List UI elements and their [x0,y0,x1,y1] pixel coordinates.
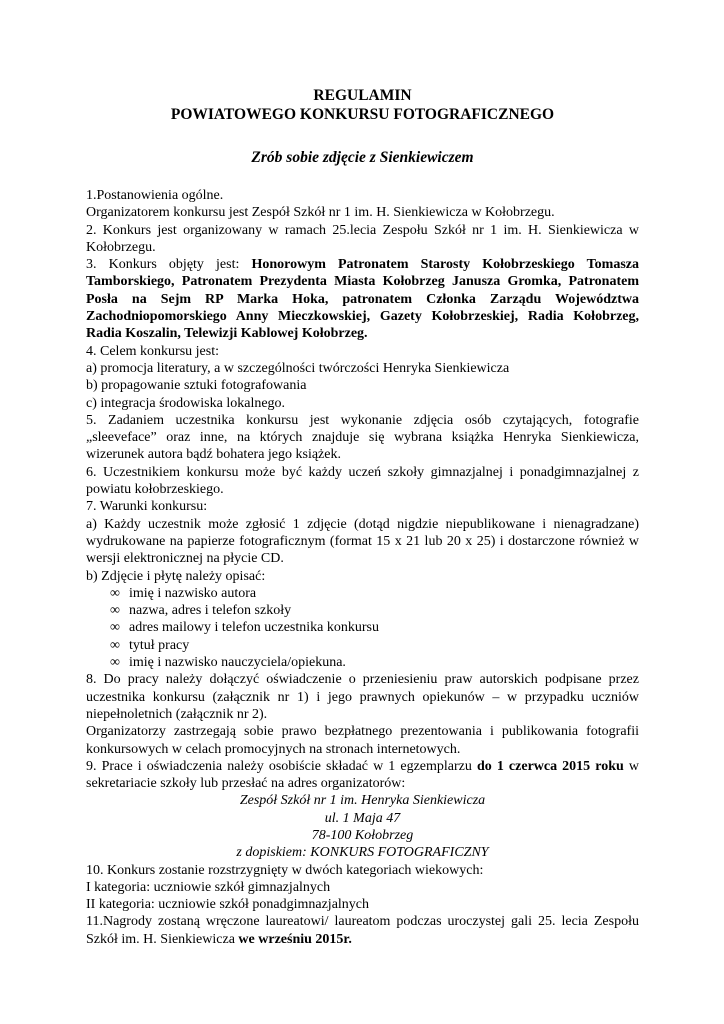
list-item [110,585,639,602]
bullet-icon: ∞ [110,655,120,671]
description-list [86,585,639,671]
section-11-date: we wrześniu 2015r. [238,931,352,947]
address-line-3: 78-100 Kołobrzeg [311,827,414,843]
list-item-text: imię i nazwisko autora [129,585,257,601]
document-page [86,86,639,948]
section-11-text [86,913,639,948]
section-9-prefix: 9. Prace i oświadczenia należy osobiście składać w 1 egzemplarzu [86,758,477,774]
title-line-1: REGULAMIN [313,87,412,104]
section-1-text: Organizatorem konkursu jest Zespół Szkół nr 1 im. H. Sienkiewicza w Kołobrzegu. [86,205,555,221]
list-item [110,619,639,636]
list-item [110,637,639,654]
section-6-text: 6. Uczestnikiem konkursu może być każdy uczeń szkoły gimnazjalnej i ponadgimnazjalnej z powiatu kołobrzeskiego. [86,464,639,498]
section-9-deadline: do 1 czerwca 2015 roku [476,758,624,774]
list-item [110,654,639,671]
section-8-text-2: Organizatorzy zastrzegają sobie prawo bezpłatnego prezentowania i publikowania fotografii konkursowych w celach promocyjnych na stronach internetowych. [86,724,639,757]
section-10-category-1: I kategoria: uczniowie szkół gimnazjalnych [86,879,331,895]
list-item-text: adres mailowy i telefon uczestnika konkursu [129,620,379,636]
section-3-text [86,256,639,342]
address-line-4: z dopiskiem: KONKURS FOTOGRAFICZNY [236,845,489,861]
section-8-text: 8. Do pracy należy dołączyć oświadczenie o przeniesieniu praw autorskich podpisane przez uczestnika konkursu (załącznik nr 1) i jego prawnych opiekunów – w przypadku uczniów niepełnoletnich (załącznik nr 2). [86,672,639,722]
section-4-item-a: a) promocja literatury, a w szczególności twórczości Henryka Sienkiewicza [86,360,510,376]
section-7-item-b: b) Zdjęcie i płytę należy opisać: [86,568,266,584]
section-3-patrons: Honorowym Patronatem Starosty Kołobrzeskiego Tomasza Tamborskiego, Patronatem Prezydenta Miasta Kołobrzeg Janusza Gromka, Patronatem Posła na Sejm RP Marka Hoka, patronatem Członka Zarządu Województwa Zachodniopomorskiego Anny Mieczkowskiej, Gazety Kołobrzeskiej, Radia Kołobrzeg, Radia Koszalin, Telewizji Kablowej Kołobrzeg. [86,257,639,342]
section-3-prefix: 3. Konkurs objęty jest: [86,257,252,273]
section-2-text: 2. Konkurs jest organizowany w ramach 25.lecia Zespołu Szkół nr 1 im. H. Sienkiewicza w Kołobrzegu. [86,222,639,255]
address-line-1: Zespół Szkół nr 1 im. Henryka Sienkiewicza [239,793,486,809]
address-line-2: ul. 1 Maja 47 [324,810,401,826]
section-4-item-b: b) propagowanie sztuki fotografowania [86,378,307,394]
document-body [86,187,639,948]
title-line-2: POWIATOWEGO KONKURSU FOTOGRAFICZNEGO [170,106,555,123]
bullet-icon: ∞ [110,637,120,653]
section-4-heading: 4. Celem konkursu jest: [86,343,219,359]
section-9-suffix: w sekretariacie szkoły lub przesłać na adres organizatorów: [86,758,640,792]
bullet-icon: ∞ [110,603,120,619]
section-10-category-2: II kategoria: uczniowie szkół ponadgimnazjalnych [86,897,370,913]
section-7-heading: 7. Warunki konkursu: [86,499,208,515]
list-item-text: tytuł pracy [129,637,190,653]
address-block [86,792,639,861]
list-item-text: imię i nazwisko nauczyciela/opiekuna. [129,655,346,671]
section-4-item-c: c) integracja środowiska lokalnego. [86,395,286,411]
list-item-text: nazwa, adres i telefon szkoły [129,603,292,619]
section-1-heading: 1.Postanowienia ogólne. [86,188,224,203]
subtitle: Zrób sobie zdjęcie z Sienkiewiczem [251,149,474,166]
section-7-item-a: a) Każdy uczestnik może zgłosić 1 zdjęcie (dotąd nigdzie niepublikowane i nienagradzane) wydrukowane na papierze fotograficznym (format 15 x 21 lub 20 x 25) i dostarczone również w wersji elektronicznej na płycie CD. [86,516,639,567]
section-11-prefix: 11.Nagrody zostaną wręczone laureatowi/ laureatom podczas uroczystej gali 25. lecia Zespołu Szkół im. H. Sienkiewicza [86,914,639,947]
bullet-icon: ∞ [110,620,120,636]
section-9-text [86,758,639,793]
section-10-text: 10. Konkurs zostanie rozstrzygnięty w dwóch kategoriach wiekowych: [86,862,484,878]
section-5-text: 5. Zadaniem uczestnika konkursu jest wykonanie zdjęcia osób czytających, fotografie „sleeveface” oraz inne, na których znajduje się wybrana książka Henryka Sienkiewicza, wizerunek autora bądź bohatera jego książek. [86,412,639,463]
list-item [110,602,639,619]
bullet-icon: ∞ [110,585,120,601]
